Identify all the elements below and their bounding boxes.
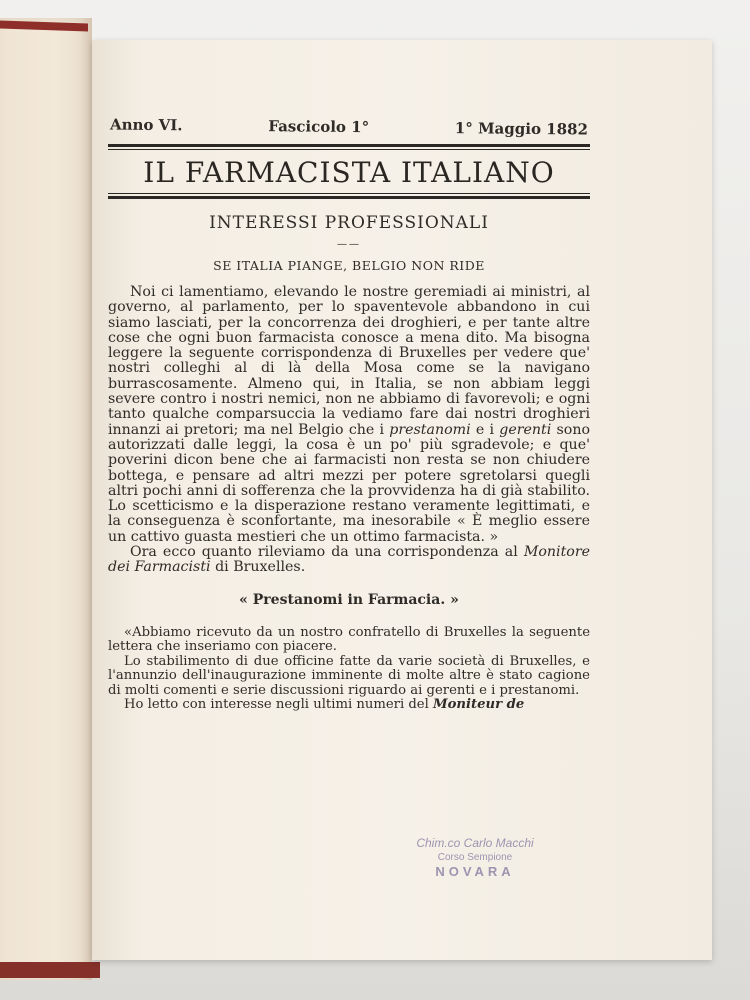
article-title: SE ITALIA PIANGE, BELGIO NON RIDE <box>213 258 485 273</box>
header-rule-top-thin <box>108 149 590 150</box>
letter-paragraph: «Abbiamo ricevuto da un nostro confratello di Bruxelles la seguente lettera che inseriamo con piacere. <box>108 624 590 655</box>
book-cover-bottom <box>0 962 100 978</box>
stamp-street: Corso Sempione <box>437 852 513 863</box>
section-separator: —— <box>337 239 361 250</box>
article-body <box>108 285 590 576</box>
owner-stamp <box>390 836 560 879</box>
article-paragraph: Noi ci lamentiamo, elevando le nostre geremiadi ai ministri, al governo, al parlamento, per lo spaventevole abbandono in cui siamo lasciati, per la concorrenza dei droghieri, e per tante altre cose che ogni buon farmacista conosce a mena dito. Ma bisogna leggere la seguente corrispondenza di Bruxelles per vedere que' nostri colleghi al di là della Mosa come se la navigano burrascosamente. Almeno qui, in Italia, se non abbiam leggi severe contro i nostri nemici, non ne abbiamo di favorevoli; e ogni tanto qualche comparsuccia la vediamo fare dai nostri droghieri innanzi ai pretori; ma nel Belgio che i prestanomi e i gerenti sono autorizzati dalle leggi, la cosa è un po' più sgradevole; e que' poverini dicon bene che ai farmacisti non resta se non chiudere bottega, e pensare ad altri mezzi per potere sgretolarsi quegli altri pochi anni di sofferenza che la provvidenza ha di già stabilito. Lo scetticismo e la disperazione restano veramente legittimati, e la conseguenza è sconfortante, ma inesorabile « È meglio essere un cattivo guasta mestieri che un ottimo farmacista. » <box>108 284 590 545</box>
issue-date: 1° Maggio 1882 <box>454 119 589 139</box>
title-rule-thin <box>108 193 590 194</box>
issue-year: Anno VI. <box>109 115 183 135</box>
page-content <box>108 115 590 713</box>
header-rule-top <box>108 144 590 147</box>
article-paragraph: Ora ecco quanto rileviamo da una corrispondenza al Monitore dei Farmacisti di Bruxelles. <box>108 544 590 576</box>
letter-paragraph: Lo stabilimento di due officine fatte da varie società di Bruxelles, e l'annunzio dell'inaugurazione imminente di molte altre è stato cagione di molti comenti e serie discussioni riguardo ai gerenti e i prestanomi. <box>108 653 590 698</box>
section-title: INTERESSI PROFESSIONALI <box>209 213 489 233</box>
issue-number: Fascicolo 1° <box>268 117 370 137</box>
letter-paragraph: Ho letto con interesse negli ultimi numeri del Moniteur de <box>124 697 525 713</box>
stamp-owner-name: Chim.co Carlo Macchi <box>416 836 534 850</box>
journal-title: IL FARMACISTA ITALIANO <box>143 156 555 189</box>
issue-header <box>108 115 590 138</box>
subheading: « Prestanomi in Farmacia. » <box>239 591 459 608</box>
stamp-city: NOVARA <box>435 864 515 879</box>
left-page-edge <box>0 18 92 980</box>
title-rule-bottom <box>108 196 590 199</box>
letter-body <box>108 626 590 713</box>
